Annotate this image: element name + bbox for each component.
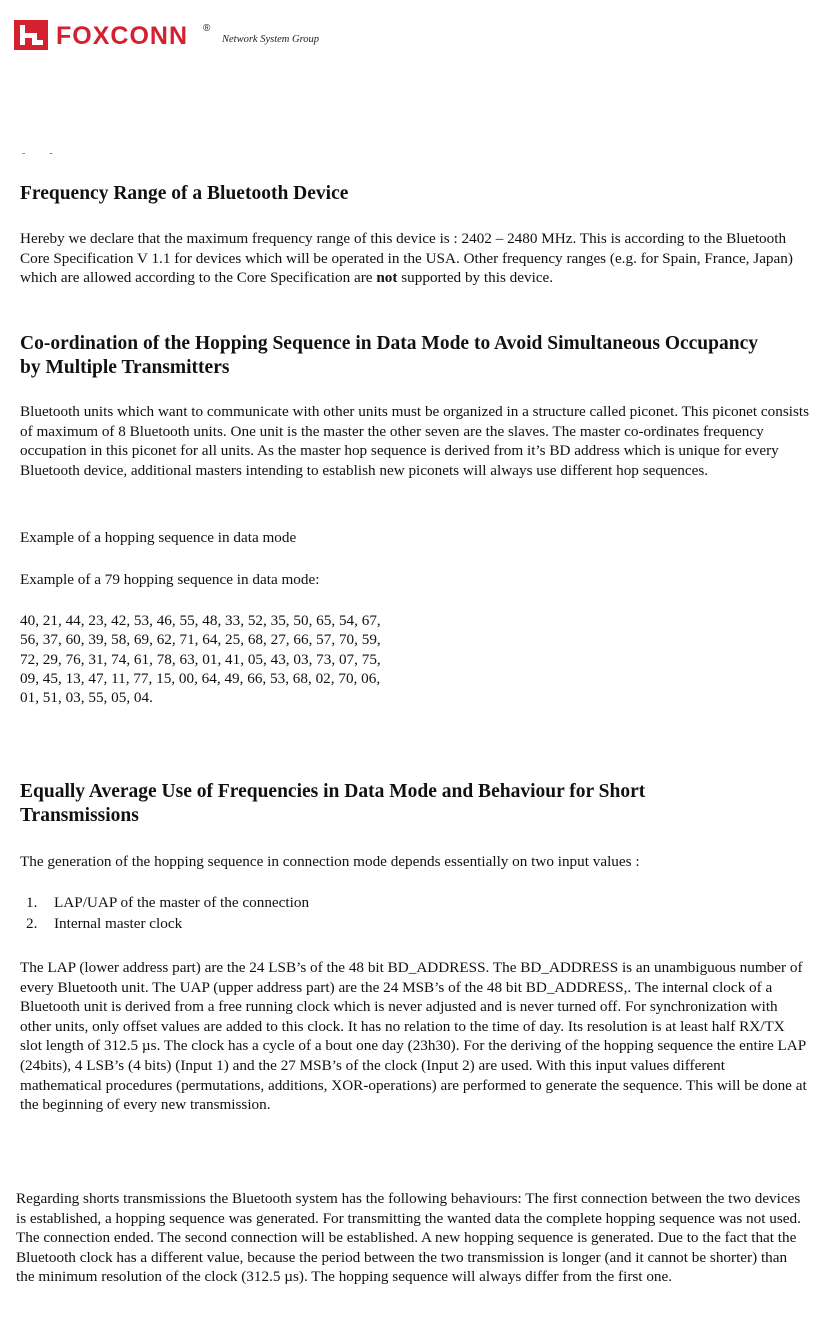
sequence-line: 40, 21, 44, 23, 42, 53, 46, 55, 48, 33, 52, 35, 50, 65, 54, 67, bbox=[20, 612, 381, 629]
example-label: Example of a hopping sequence in data mode bbox=[20, 529, 297, 546]
heading-frequency-range: Frequency Range of a Bluetooth Device bbox=[20, 183, 349, 204]
list-item: 1. LAP/UAP of the master of the connection bbox=[26, 894, 310, 911]
paragraph-piconet: Bluetooth units which want to communicate with other units must be organized in a structure called piconet. This piconet consists of maximum of 8 Bluetooth units. One unit is the master the other seven are the slaves. The master co-ordinates frequency occupation in this piconet for all units. As the master hop sequence is derived from it’s BD address which is unique for every Bluetooth device, additional masters intending to establish new piconets will always use different hop sequences. bbox=[20, 403, 810, 479]
company-header bbox=[14, 20, 414, 54]
heading-hopping-coordination: Co-ordination of the Hopping Sequence in Data Mode to Avoid Simultaneous Occupancy by Multiple Transmitters bbox=[20, 333, 759, 378]
scan-marks: ‐‐ bbox=[22, 148, 77, 159]
example-79-label: Example of a 79 hopping sequence in data mode: bbox=[20, 571, 320, 588]
sequence-line: 01, 51, 03, 55, 05, 04. bbox=[20, 689, 153, 707]
hopping-sequence bbox=[20, 611, 490, 707]
list-item: 2. Internal master clock bbox=[26, 915, 183, 932]
paragraph-frequency-range: Hereby we declare that the maximum frequency range of this device is : 2402 – 2480 MHz. This is according to the Bluetooth Core Specification V 1.1 for devices which will be operated in the USA. Other frequency ranges (e.g. for Spain, France, Japan) which are allowed according to the Core Specification are not supported by this device. bbox=[20, 230, 793, 287]
brand-name: FOXCONN bbox=[56, 22, 188, 50]
input-values-list bbox=[20, 892, 810, 934]
sequence-line: 56, 37, 60, 39, 58, 69, 62, 71, 64, 25, 68, 27, 66, 57, 70, 59, bbox=[20, 631, 381, 649]
brand-tagline: Network System Group bbox=[222, 34, 320, 45]
paragraph-short-transmissions: Regarding shorts transmissions the Bluetooth system has the following behaviours: The first connection between the two devices is established, a hopping sequence was generated. For transmitting the wanted data the complete hopping sequence was not used. The connection ended. The second connection will be established. A new hopping sequence is generated. Due to the fact that the Bluetooth clock has a different value, because the period between the two transmission is longer (and it cannot be shorter) than the minimum resolution of the clock (312.5 µs). The hopping sequence will always differ from the first one. bbox=[16, 1190, 801, 1286]
registered-mark: ® bbox=[203, 23, 211, 34]
heading-equal-use: Equally Average Use of Frequencies in Data Mode and Behaviour for Short Transmissions bbox=[20, 781, 646, 826]
sequence-line: 72, 29, 76, 31, 74, 61, 78, 63, 01, 41, 05, 43, 03, 73, 07, 75, bbox=[20, 650, 381, 668]
foxconn-logo-icon bbox=[14, 20, 48, 50]
paragraph-input-values: The generation of the hopping sequence in connection mode depends essentially on two input values : bbox=[20, 853, 640, 870]
sequence-line: 09, 45, 13, 47, 11, 77, 15, 00, 64, 49, 66, 53, 68, 02, 70, 06, bbox=[20, 669, 381, 687]
paragraph-lap-uap: The LAP (lower address part) are the 24 LSB’s of the 48 bit BD_ADDRESS. The BD_ADDRESS is an unambiguous number of every Bluetooth unit. The UAP (upper address part) are the 24 MSB’s of the 48 bit BD_ADDRESS,. The internal clock of a Bluetooth unit is derived from a free running clock which is never adjusted and is never turned off. For synchronization with other units, only offset values are added to this clock. It has no relation to the time of day. Its resolution is at least half RX/TX slot length of 312.5 µs. The clock has a cycle of a bout one day (23h30). For the deriving of the hopping sequence the entire LAP (24bits), 4 LSB’s (4 bits) (Input 1) and the 27 MSB’s of the clock (Input 2) are used. With this input values different mathematical procedures (permutations, additions, XOR-operations) are performed to generate the sequence. This will be done at the beginning of every new transmission. bbox=[20, 959, 807, 1114]
